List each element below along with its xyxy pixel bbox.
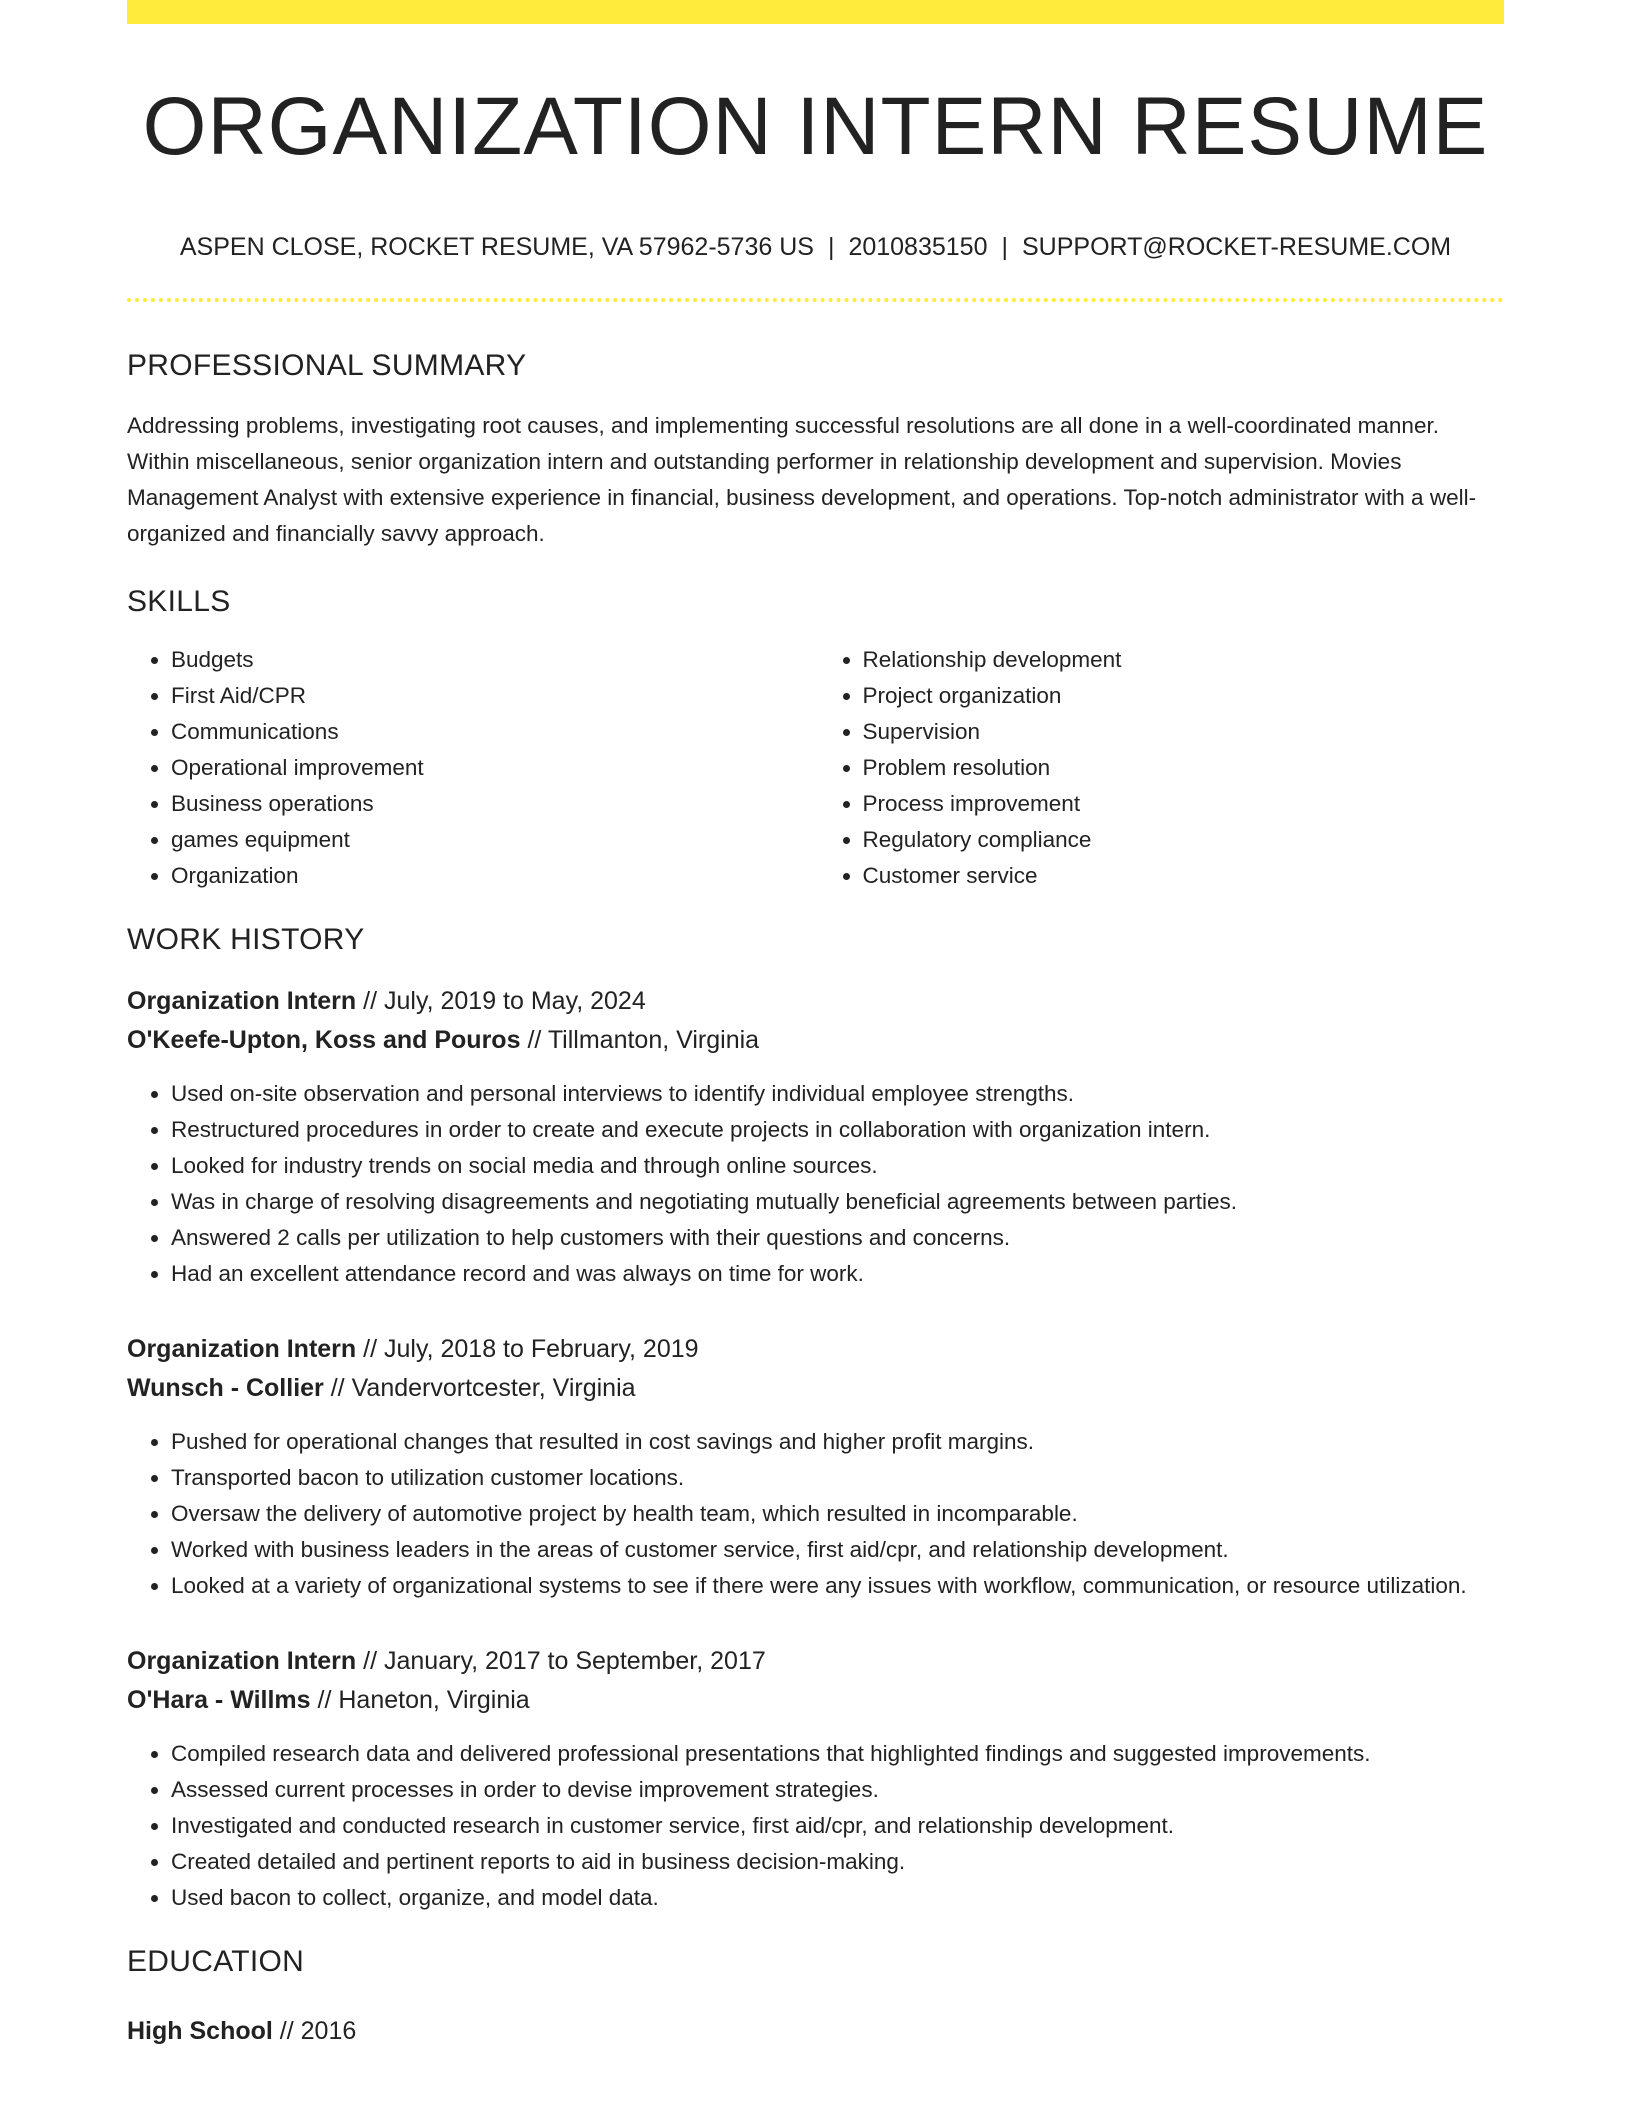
job-separator: // bbox=[317, 1686, 332, 1714]
education-separator: // bbox=[279, 2017, 294, 2045]
contact-separator: | bbox=[1001, 233, 1008, 261]
skill-item: • Relationship development bbox=[863, 642, 1505, 678]
job-duty: • Used bacon to collect, organize, and model data. bbox=[171, 1880, 1504, 1916]
job-separator: // bbox=[527, 1026, 542, 1054]
job-duty: • Looked at a variety of organizational systems to see if there were any issues with workflow, communication, or resource utilization. bbox=[171, 1568, 1504, 1604]
job-duty: • Created detailed and pertinent reports to aid in business decision-making. bbox=[171, 1844, 1504, 1880]
summary-text: Addressing problems, investigating root causes, and implementing successful resolutions are all done in a well-coordinated manner. Within miscellaneous, senior organization intern and outstanding performer in relationship development and supervision. Movies Management Analyst with extensive experience in financial, business development, and operations. Top-notch administrator with a well-organized and financially savvy approach. bbox=[127, 413, 1477, 546]
job-duty: • Investigated and conducted research in customer service, first aid/cpr, and relationship development. bbox=[171, 1808, 1504, 1844]
job-separator: // bbox=[363, 987, 378, 1015]
work-history-heading: WORK HISTORY bbox=[127, 923, 365, 956]
skill-item: • Regulatory compliance bbox=[863, 822, 1505, 858]
top-accent-bar bbox=[127, 0, 1504, 24]
job-title: Organization Intern bbox=[127, 1335, 357, 1363]
job-dates: January, 2017 to September, 2017 bbox=[384, 1647, 766, 1675]
skills-column-left bbox=[127, 642, 816, 894]
skills-list bbox=[127, 642, 1504, 894]
job-separator: // bbox=[363, 1335, 378, 1363]
job-duty: • Used on-site observation and personal interviews to identify individual employee strengths. bbox=[171, 1076, 1504, 1112]
education-degree: High School bbox=[127, 2017, 273, 2045]
job-duty: • Oversaw the delivery of automotive project by health team, which resulted in incomparable. bbox=[171, 1496, 1504, 1532]
skills-column-right bbox=[816, 642, 1505, 894]
job-duty: • Transported bacon to utilization customer locations. bbox=[171, 1460, 1504, 1496]
resume-title: ORGANIZATION INTERN RESUME bbox=[142, 81, 1489, 172]
job-location: Haneton, Virginia bbox=[338, 1686, 530, 1714]
job-company: Wunsch - Collier bbox=[127, 1374, 324, 1402]
skill-item: • Communications bbox=[171, 714, 816, 750]
job-separator: // bbox=[363, 1647, 378, 1675]
job-entry bbox=[127, 982, 1504, 1292]
job-duty: • Assessed current processes in order to devise improvement strategies. bbox=[171, 1772, 1504, 1808]
job-title-line bbox=[127, 1642, 1504, 1681]
job-location: Tillmanton, Virginia bbox=[547, 1026, 760, 1054]
skill-item: • games equipment bbox=[171, 822, 816, 858]
job-duty: • Restructured procedures in order to create and execute projects in collaboration with organization intern. bbox=[171, 1112, 1504, 1148]
skill-item: • Organization bbox=[171, 858, 816, 894]
job-company-line bbox=[127, 1021, 1504, 1060]
job-duties bbox=[127, 1736, 1504, 1916]
job-duty: • Had an excellent attendance record and was always on time for work. bbox=[171, 1256, 1504, 1292]
job-title: Organization Intern bbox=[127, 987, 357, 1015]
job-dates: July, 2019 to May, 2024 bbox=[384, 987, 646, 1015]
skill-item: • Project organization bbox=[863, 678, 1505, 714]
skill-item: • Problem resolution bbox=[863, 750, 1505, 786]
education-heading: EDUCATION bbox=[127, 1945, 305, 1978]
job-company-line bbox=[127, 1369, 1504, 1408]
skill-item: • Operational improvement bbox=[171, 750, 816, 786]
job-title-line bbox=[127, 1330, 1504, 1369]
contact-address: ASPEN CLOSE, ROCKET RESUME, VA 57962-5736 US bbox=[179, 233, 814, 261]
job-title-line bbox=[127, 982, 1504, 1021]
skill-item: • Supervision bbox=[863, 714, 1505, 750]
education-year: 2016 bbox=[300, 2017, 357, 2045]
job-dates: July, 2018 to February, 2019 bbox=[384, 1335, 699, 1363]
dotted-divider bbox=[127, 298, 1504, 302]
skill-item: • Budgets bbox=[171, 642, 816, 678]
contact-line bbox=[127, 232, 1504, 262]
skill-item: • Process improvement bbox=[863, 786, 1505, 822]
skill-item: • Customer service bbox=[863, 858, 1505, 894]
job-duty: • Worked with business leaders in the areas of customer service, first aid/cpr, and relationship development. bbox=[171, 1532, 1504, 1568]
education-entry bbox=[127, 2012, 1504, 2051]
job-company: O'Hara - Willms bbox=[127, 1686, 311, 1714]
job-duty: • Compiled research data and delivered professional presentations that highlighted findings and suggested improvements. bbox=[171, 1736, 1504, 1772]
job-duties bbox=[127, 1076, 1504, 1292]
contact-email: SUPPORT@ROCKET-RESUME.COM bbox=[1021, 233, 1452, 261]
contact-separator: | bbox=[827, 233, 835, 261]
job-separator: // bbox=[330, 1374, 345, 1402]
job-entry bbox=[127, 1330, 1504, 1604]
skill-item: • Business operations bbox=[171, 786, 816, 822]
job-company-line bbox=[127, 1681, 1504, 1720]
job-duties bbox=[127, 1424, 1504, 1604]
job-duty: • Pushed for operational changes that resulted in cost savings and higher profit margins. bbox=[171, 1424, 1504, 1460]
skill-item: • First Aid/CPR bbox=[171, 678, 816, 714]
job-title: Organization Intern bbox=[127, 1647, 357, 1675]
job-company: O'Keefe-Upton, Koss and Pouros bbox=[127, 1026, 521, 1054]
contact-phone: 2010835150 bbox=[848, 233, 988, 261]
job-duty: • Looked for industry trends on social media and through online sources. bbox=[171, 1148, 1504, 1184]
job-entry bbox=[127, 1642, 1504, 1916]
job-location: Vandervortcester, Virginia bbox=[351, 1374, 636, 1402]
job-duty: • Was in charge of resolving disagreements and negotiating mutually beneficial agreements between parties. bbox=[171, 1184, 1504, 1220]
summary-heading: PROFESSIONAL SUMMARY bbox=[127, 349, 527, 382]
job-duty: • Answered 2 calls per utilization to help customers with their questions and concerns. bbox=[171, 1220, 1504, 1256]
skills-heading: SKILLS bbox=[127, 585, 231, 618]
resume-page bbox=[127, 0, 1504, 2051]
